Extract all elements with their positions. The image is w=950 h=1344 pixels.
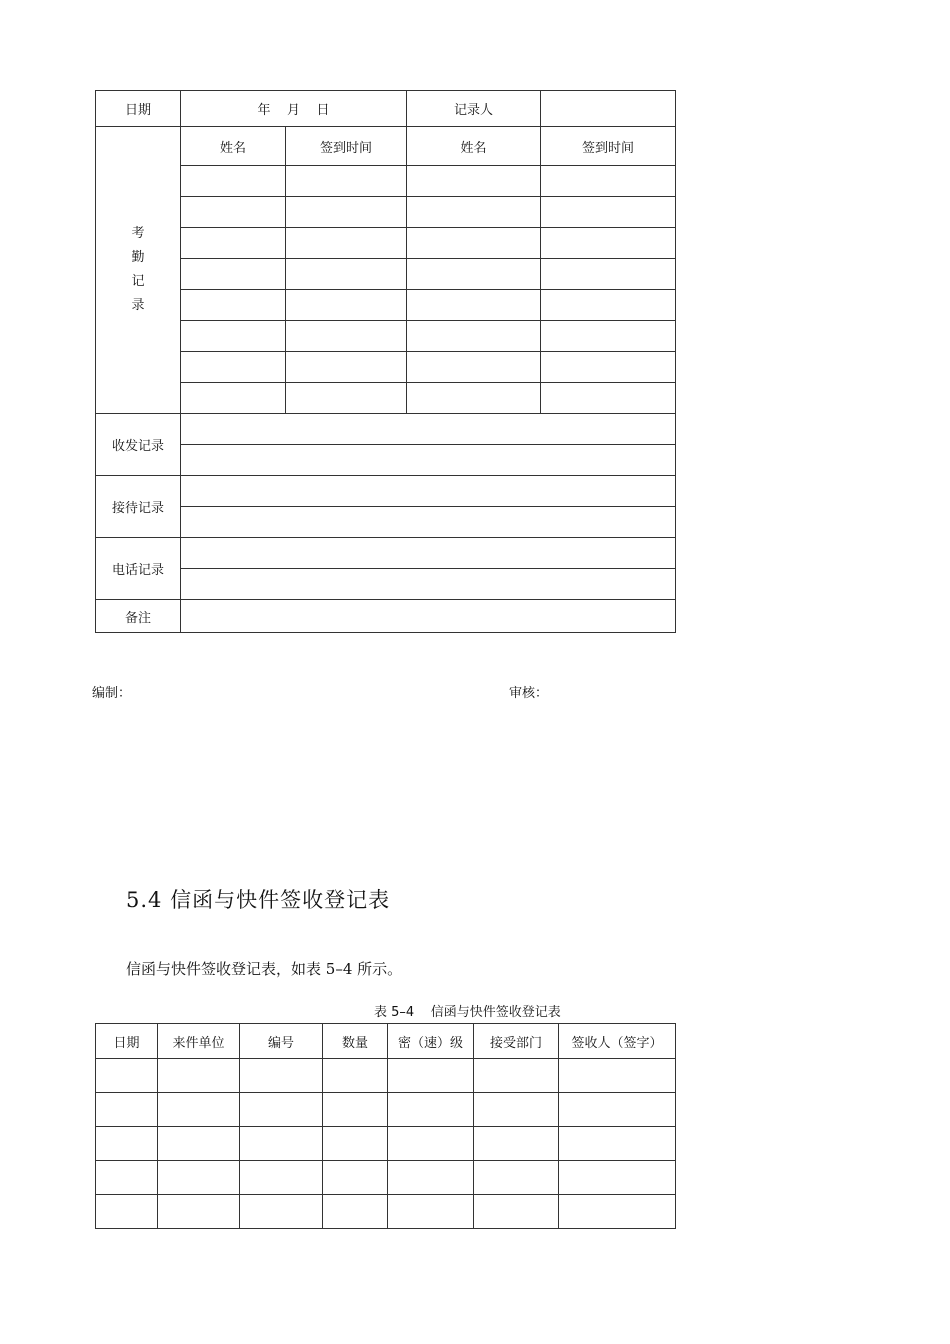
- attendance-row: [96, 352, 676, 383]
- blank-cell[interactable]: [541, 228, 676, 259]
- blank-cell[interactable]: [181, 538, 676, 569]
- blank-cell[interactable]: [407, 383, 541, 414]
- blank-cell[interactable]: [407, 321, 541, 352]
- blank-cell[interactable]: [96, 1093, 158, 1127]
- blank-cell[interactable]: [559, 1161, 676, 1195]
- mail-record-label: 收发记录: [96, 414, 181, 476]
- blank-cell[interactable]: [181, 228, 286, 259]
- attendance-label-char: 勤: [131, 250, 145, 265]
- reception-record-row: [96, 476, 676, 507]
- remarks-cell[interactable]: [181, 600, 676, 633]
- register-header-row: [96, 1024, 676, 1059]
- blank-cell[interactable]: [96, 1059, 158, 1093]
- attendance-form-table: [95, 90, 676, 633]
- column-header-signatory: 签收人（签字）: [559, 1024, 676, 1059]
- blank-cell[interactable]: [286, 228, 407, 259]
- blank-cell[interactable]: [407, 228, 541, 259]
- column-header-security-level: 密（速）级: [388, 1024, 474, 1059]
- blank-cell[interactable]: [541, 259, 676, 290]
- blank-cell[interactable]: [388, 1161, 474, 1195]
- blank-cell[interactable]: [286, 166, 407, 197]
- column-header-sign-in-time: 签到时间: [286, 127, 407, 166]
- blank-cell[interactable]: [541, 166, 676, 197]
- blank-cell[interactable]: [323, 1059, 388, 1093]
- date-value: 年 月 日: [181, 91, 407, 127]
- attendance-column-header-row: [96, 127, 676, 166]
- attendance-row: [96, 383, 676, 414]
- remarks-row: [96, 600, 676, 633]
- column-header-sign-in-time: 签到时间: [541, 127, 676, 166]
- blank-cell[interactable]: [407, 290, 541, 321]
- blank-cell[interactable]: [323, 1127, 388, 1161]
- blank-cell[interactable]: [407, 166, 541, 197]
- blank-cell[interactable]: [240, 1093, 323, 1127]
- blank-cell[interactable]: [181, 414, 676, 445]
- letter-register-table: [95, 1023, 676, 1229]
- attendance-section-label: [96, 127, 181, 414]
- attendance-row: [96, 166, 676, 197]
- blank-cell[interactable]: [181, 321, 286, 352]
- blank-cell[interactable]: [474, 1059, 559, 1093]
- blank-cell[interactable]: [240, 1127, 323, 1161]
- blank-cell[interactable]: [541, 383, 676, 414]
- blank-cell[interactable]: [158, 1093, 240, 1127]
- blank-cell[interactable]: [388, 1127, 474, 1161]
- blank-cell[interactable]: [388, 1195, 474, 1229]
- register-row: [96, 1059, 676, 1093]
- blank-cell[interactable]: [181, 507, 676, 538]
- blank-cell[interactable]: [474, 1127, 559, 1161]
- form-header-row: [96, 91, 676, 127]
- blank-cell[interactable]: [541, 352, 676, 383]
- blank-cell[interactable]: [240, 1161, 323, 1195]
- blank-cell[interactable]: [541, 197, 676, 228]
- prepared-by-label: 编制：: [92, 686, 132, 701]
- blank-cell[interactable]: [541, 321, 676, 352]
- section-intro: 信函与快件签收登记表，如表 5–4 所示。: [126, 960, 403, 978]
- blank-cell[interactable]: [407, 197, 541, 228]
- blank-cell[interactable]: [407, 352, 541, 383]
- blank-cell[interactable]: [388, 1059, 474, 1093]
- blank-cell[interactable]: [407, 259, 541, 290]
- mail-record-row: [96, 445, 676, 476]
- blank-cell[interactable]: [559, 1195, 676, 1229]
- blank-cell[interactable]: [158, 1195, 240, 1229]
- reception-record-label: 接待记录: [96, 476, 181, 538]
- blank-cell[interactable]: [181, 569, 676, 600]
- blank-cell[interactable]: [559, 1059, 676, 1093]
- attendance-row: [96, 290, 676, 321]
- blank-cell[interactable]: [181, 197, 286, 228]
- blank-cell[interactable]: [474, 1195, 559, 1229]
- column-header-date: 日期: [96, 1024, 158, 1059]
- column-header-number: 编号: [240, 1024, 323, 1059]
- blank-cell[interactable]: [158, 1161, 240, 1195]
- date-label: 日期: [96, 91, 181, 127]
- column-header-sender-unit: 来件单位: [158, 1024, 240, 1059]
- blank-cell[interactable]: [158, 1127, 240, 1161]
- column-header-receiving-dept: 接受部门: [474, 1024, 559, 1059]
- blank-cell[interactable]: [286, 383, 407, 414]
- blank-cell[interactable]: [541, 290, 676, 321]
- attendance-row: [96, 259, 676, 290]
- attendance-label-char: 考: [131, 226, 145, 241]
- blank-cell[interactable]: [181, 259, 286, 290]
- column-header-name: 姓名: [407, 127, 541, 166]
- blank-cell[interactable]: [158, 1059, 240, 1093]
- register-row: [96, 1093, 676, 1127]
- phone-record-label: 电话记录: [96, 538, 181, 600]
- blank-cell[interactable]: [181, 352, 286, 383]
- reception-record-row: [96, 507, 676, 538]
- attendance-row: [96, 197, 676, 228]
- remarks-label: 备注: [96, 600, 181, 633]
- register-row: [96, 1195, 676, 1229]
- blank-cell[interactable]: [286, 259, 407, 290]
- blank-cell[interactable]: [240, 1059, 323, 1093]
- blank-cell[interactable]: [388, 1093, 474, 1127]
- blank-cell[interactable]: [181, 445, 676, 476]
- blank-cell[interactable]: [474, 1161, 559, 1195]
- column-header-name: 姓名: [181, 127, 286, 166]
- attendance-label-char: 记: [131, 274, 145, 289]
- phone-record-row: [96, 569, 676, 600]
- section-title: 5.4 信函与快件签收登记表: [126, 888, 391, 912]
- attendance-row: [96, 321, 676, 352]
- blank-cell[interactable]: [96, 1161, 158, 1195]
- blank-cell[interactable]: [181, 383, 286, 414]
- blank-cell[interactable]: [323, 1093, 388, 1127]
- blank-cell[interactable]: [323, 1161, 388, 1195]
- blank-cell[interactable]: [181, 476, 676, 507]
- blank-cell[interactable]: [286, 352, 407, 383]
- register-row: [96, 1161, 676, 1195]
- recorder-value: [541, 91, 676, 127]
- phone-record-row: [96, 538, 676, 569]
- blank-cell[interactable]: [559, 1127, 676, 1161]
- blank-cell[interactable]: [286, 321, 407, 352]
- blank-cell[interactable]: [474, 1093, 559, 1127]
- blank-cell[interactable]: [286, 197, 407, 228]
- blank-cell[interactable]: [181, 166, 286, 197]
- blank-cell[interactable]: [559, 1093, 676, 1127]
- recorder-label: 记录人: [407, 91, 541, 127]
- blank-cell[interactable]: [96, 1127, 158, 1161]
- blank-cell[interactable]: [181, 290, 286, 321]
- register-row: [96, 1127, 676, 1161]
- attendance-label-char: 录: [131, 298, 145, 313]
- blank-cell[interactable]: [286, 290, 407, 321]
- blank-cell[interactable]: [323, 1195, 388, 1229]
- attendance-row: [96, 228, 676, 259]
- blank-cell[interactable]: [96, 1195, 158, 1229]
- reviewed-by-label: 审核：: [509, 686, 549, 701]
- blank-cell[interactable]: [240, 1195, 323, 1229]
- mail-record-row: [96, 414, 676, 445]
- table-caption: 表 5–4 信函与快件签收登记表: [374, 1005, 561, 1020]
- column-header-quantity: 数量: [323, 1024, 388, 1059]
